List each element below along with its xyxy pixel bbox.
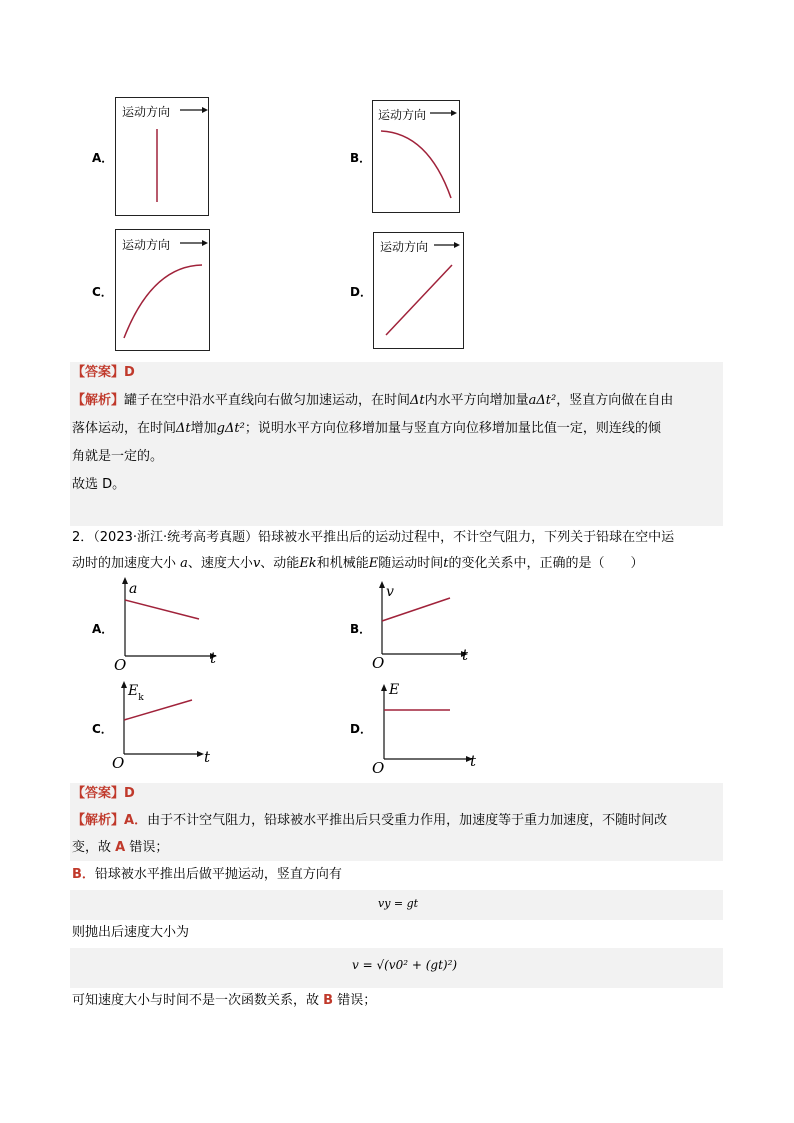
formula-vy xyxy=(378,897,418,910)
arrow-icon xyxy=(381,684,387,691)
answer-tag: 【答案】 xyxy=(72,365,125,380)
origin-label: O xyxy=(372,759,385,777)
answer-value: D xyxy=(124,786,135,801)
q2-option-a-letter: A． xyxy=(92,622,114,636)
text: 增加 xyxy=(190,421,217,436)
symbol: Ek xyxy=(299,556,317,571)
origin-label: O xyxy=(114,656,127,670)
y-axis-label: E xyxy=(389,682,400,698)
q1-option-d-figure xyxy=(373,232,464,349)
q2-option-d-graph xyxy=(368,677,480,777)
symbol: gΔt² xyxy=(216,421,245,436)
graph-line xyxy=(382,598,450,621)
symbol: t xyxy=(443,556,449,571)
y-label-sub: k xyxy=(138,693,144,703)
text: 和机械能 xyxy=(316,556,369,571)
arrow-icon xyxy=(454,242,460,248)
analysis-tag: 【解析】 xyxy=(72,393,125,408)
q1-option-b-plot xyxy=(373,101,461,214)
q1-option-c-plot xyxy=(116,230,211,352)
text: 落体运动，在时间 xyxy=(72,421,177,436)
q1-answer-line xyxy=(72,363,135,383)
y-axis-label xyxy=(127,683,144,703)
text: 错误； xyxy=(337,993,377,1008)
x-axis-label: t xyxy=(462,646,469,664)
y-label-main: E xyxy=(128,683,139,699)
text: 铅球被水平推出后的运动过程中，不计空气阻力，下列关于铅球在空中运 xyxy=(258,530,675,545)
q2-option-b-letter: B． xyxy=(350,622,372,636)
q1-option-d-letter: D． xyxy=(350,285,372,299)
arrow-icon xyxy=(122,577,128,584)
option-letter: B xyxy=(323,993,334,1008)
q1-option-c-letter: C． xyxy=(92,285,113,299)
symbol: E xyxy=(368,556,379,571)
text: 、动能 xyxy=(260,556,300,571)
text: 、速度大小 xyxy=(187,556,253,571)
q2-option-b-graph xyxy=(368,578,478,670)
symbol: a xyxy=(180,556,188,571)
trajectory-curve xyxy=(124,265,202,338)
q1-analysis-line2 xyxy=(72,419,661,439)
q2-analysis-a-line2 xyxy=(72,838,168,858)
option-letter: A xyxy=(115,840,126,855)
answer-tag: 【答案】 xyxy=(72,786,125,801)
q1-option-a-figure xyxy=(115,97,209,216)
direction-label: 运动方向 xyxy=(380,240,429,254)
arrow-icon xyxy=(379,581,385,588)
formula2-text: v = √(v0² + (gt)²) xyxy=(352,958,458,972)
text: 可知速度大小与时间不是一次函数关系，故 xyxy=(72,993,320,1008)
q1-option-c-figure xyxy=(115,229,210,351)
graph-line xyxy=(125,600,199,619)
y-axis-label: v xyxy=(386,584,394,600)
option-letter: B． xyxy=(72,867,95,882)
formula-v xyxy=(352,958,457,972)
text: 罐子在空中沿水平直线向右做匀加速运动，在时间 xyxy=(124,393,411,408)
text: 随运动时间 xyxy=(378,556,444,571)
text: 变，故 xyxy=(72,840,112,855)
q2-option-d-letter: D． xyxy=(350,722,372,736)
q1-analysis-line1 xyxy=(72,391,673,411)
text: ，竖直方向做在自由 xyxy=(556,393,674,408)
symbol: Δt xyxy=(410,393,425,408)
x-axis-label: t xyxy=(204,748,211,766)
x-axis-label: t xyxy=(470,752,477,770)
text: 铅球被水平推出后做平抛运动，竖直方向有 xyxy=(94,867,342,882)
direction-label: 运动方向 xyxy=(122,105,171,119)
answer-value: D xyxy=(124,365,135,380)
q1-option-d-plot xyxy=(374,233,465,350)
text: 内水平方向增加量 xyxy=(424,393,529,408)
q1-conclusion: 故选 D。 xyxy=(72,477,126,492)
q2-conclusion xyxy=(72,991,376,1011)
graph-line xyxy=(124,700,192,720)
q1-option-b-letter: B． xyxy=(350,151,372,165)
text: 错误； xyxy=(129,840,169,855)
formula1-text: vy = gt xyxy=(378,897,419,910)
trajectory-curve xyxy=(381,131,451,198)
text: 由于不计空气阻力，铅球被水平推出后只受重力作用，加速度等于重力加速度，不随时间改 xyxy=(147,813,668,828)
q2-stem-line2 xyxy=(72,554,643,574)
q2-stem-line1 xyxy=(72,528,674,548)
arrow-icon xyxy=(451,110,457,116)
arrow-icon xyxy=(121,681,127,688)
q1-option-a-plot xyxy=(116,98,210,217)
q2-analysis-b-line xyxy=(72,865,342,885)
q2-answer-line xyxy=(72,784,135,804)
question-source: （2023·浙江·统考高考真题） xyxy=(93,530,259,545)
q2-analysis-a-line1 xyxy=(72,811,667,831)
text: 动时的加速度大小 xyxy=(72,556,177,571)
arrow-icon xyxy=(202,107,208,113)
q1-option-a-letter: A． xyxy=(92,151,114,165)
q2-option-c-letter: C． xyxy=(92,722,113,736)
symbol: v xyxy=(252,556,261,571)
text: ；说明水平方向位移增加量与竖直方向位移增加量比值一定，则连线的倾 xyxy=(244,421,661,436)
q1-answer-block xyxy=(70,362,723,526)
q2-option-a-graph xyxy=(112,576,222,670)
analysis-tag: 【解析】 xyxy=(72,813,125,828)
x-axis-label: t xyxy=(210,649,217,667)
q2-option-c-graph xyxy=(110,678,220,770)
symbol: aΔt² xyxy=(528,393,557,408)
option-letter: A． xyxy=(124,813,148,828)
text: 的变化关系中，正确的是（ ） xyxy=(448,556,644,571)
direction-label: 运动方向 xyxy=(378,108,427,122)
origin-label: O xyxy=(372,654,385,670)
arrow-icon xyxy=(202,240,208,246)
symbol: Δt xyxy=(176,421,191,436)
trajectory-line xyxy=(386,265,452,335)
y-axis-label: a xyxy=(129,581,138,597)
question-number: 2． xyxy=(72,530,94,545)
q1-option-b-figure xyxy=(372,100,460,213)
arrow-icon xyxy=(197,751,204,757)
direction-label: 运动方向 xyxy=(122,238,171,252)
q1-analysis-line3: 角就是一定的。 xyxy=(72,449,164,464)
q2-after-formula1: 则抛出后速度大小为 xyxy=(72,925,190,940)
origin-label: O xyxy=(112,754,125,770)
